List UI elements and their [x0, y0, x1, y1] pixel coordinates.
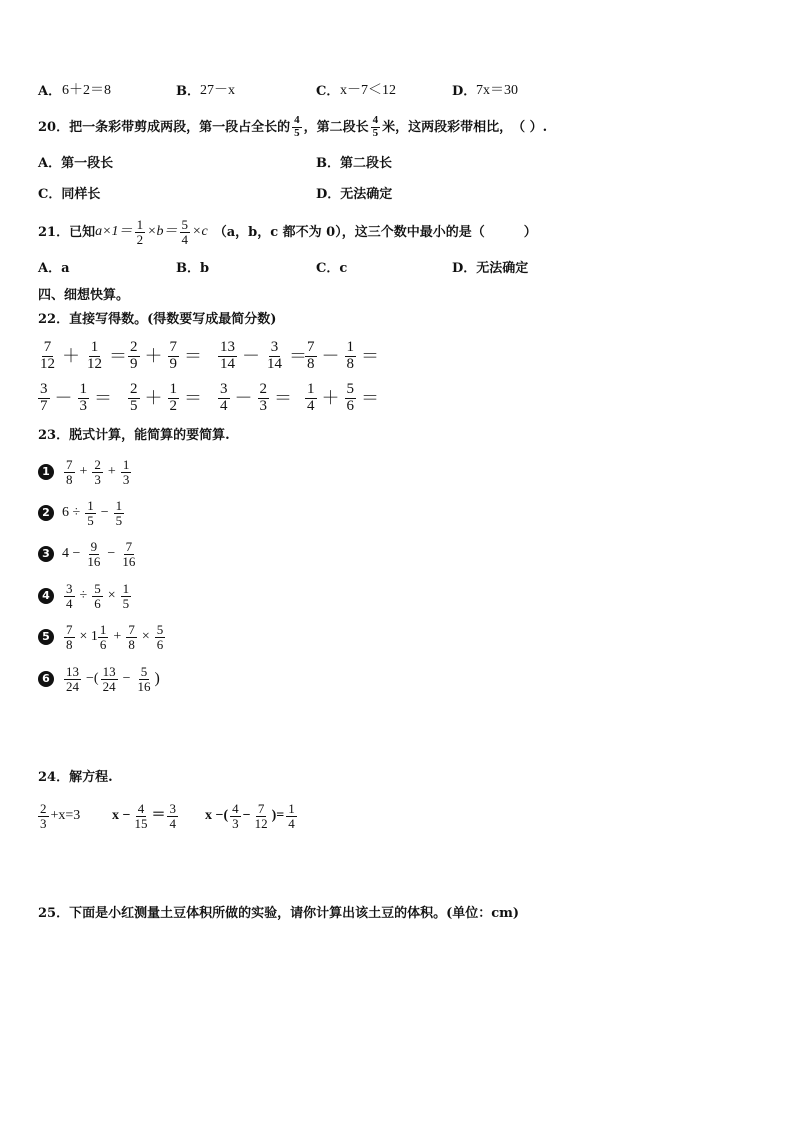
q19-options — [0, 80, 794, 112]
fraction: $\frac{5}{16}$ — [137, 663, 151, 694]
fraction: $\frac{4}{3}$ — [232, 800, 239, 831]
option-b-expr: 27－x — [200, 83, 235, 98]
q23-expression-5 — [38, 621, 167, 653]
fraction: $\frac{2}{3}$ — [259, 380, 267, 414]
fraction: $\frac{1}{6}$ — [99, 621, 107, 652]
fraction: $\frac{3}{7}$ — [40, 380, 48, 414]
lead: x −( — [205, 808, 229, 823]
q24-title: 24．解方程. — [38, 770, 113, 785]
option-c-label: C． — [316, 84, 340, 99]
operator: × — [107, 588, 116, 603]
fraction: $\frac{3}{4}$ — [169, 800, 176, 831]
fraction: $\frac{7}{8}$ — [66, 456, 73, 487]
fraction: $\frac{5}{6}$ — [156, 621, 164, 652]
fraction: $\frac{9}{16}$ — [87, 538, 101, 569]
close-paren: ) — [154, 670, 160, 687]
operator: × 1 — [79, 629, 98, 644]
operator: ＋ — [321, 388, 340, 408]
operator: ＋ — [144, 388, 163, 408]
operator: － — [321, 346, 340, 366]
q20-option-d: D．无法确定 — [316, 187, 393, 202]
fraction: $\frac{3}{4}$ — [220, 380, 228, 414]
lead: x − — [112, 808, 131, 823]
operator: −( — [86, 671, 99, 686]
fraction: $\frac{2}{3}$ — [94, 456, 101, 487]
q23-marker-6: 6 — [38, 671, 54, 687]
lead: 6 ÷ — [62, 505, 81, 520]
q22-item-1 — [38, 337, 130, 375]
operator: + — [107, 464, 116, 479]
operator: － — [242, 346, 260, 366]
q24-equation-1 — [38, 800, 80, 832]
q23-expression-4 — [38, 580, 133, 612]
operator: － — [54, 388, 73, 408]
q21-option-b: B．b — [176, 261, 210, 276]
operator: × — [141, 629, 150, 644]
q21-fraction-2: $\frac{5}{4}$ — [181, 216, 189, 247]
fraction: $\frac{7}{9}$ — [169, 338, 177, 372]
q23-marker-2: 2 — [38, 505, 54, 521]
q20-options-row-2 — [0, 183, 794, 215]
operator: + — [79, 464, 88, 479]
option-c-expr: x－7＜12 — [340, 83, 396, 98]
fraction: $\frac{13}{14}$ — [220, 338, 235, 372]
fraction: $\frac{3}{14}$ — [267, 338, 282, 372]
q22-item-8 — [305, 379, 382, 417]
option-d-label: D． — [452, 84, 477, 99]
q23-marker-4: 4 — [38, 588, 54, 604]
fraction: $\frac{13}{24}$ — [102, 663, 116, 694]
q23-expression-2 — [38, 497, 126, 529]
q21-stem — [38, 215, 537, 249]
lead: 4 − — [62, 546, 81, 561]
option-a-label: A． — [38, 84, 62, 99]
q21-option-a: A．a — [38, 261, 70, 276]
equals: ＝ — [184, 388, 202, 408]
q20-option-c: C．同样长 — [38, 187, 101, 202]
q21-text-b: （a，b，c 都不为 0），这三个数中最小的是（ ） — [213, 224, 537, 240]
q21-fraction-1: $\frac{1}{2}$ — [136, 216, 144, 247]
equation-rest: +x=3 — [50, 808, 81, 823]
operator: − — [100, 505, 109, 520]
q24-equation-3 — [205, 800, 299, 832]
q20-stem — [38, 112, 547, 142]
fraction: $\frac{2}{5}$ — [130, 380, 138, 414]
operator: − — [122, 671, 131, 686]
fraction: $\frac{1}{5}$ — [115, 497, 123, 528]
q21-eq-b: ×b＝ — [147, 224, 178, 239]
q23-marker-5: 5 — [38, 629, 54, 645]
fraction: $\frac{1}{4}$ — [288, 800, 295, 831]
q23-expression-1 — [38, 456, 133, 488]
equals: ＝ — [361, 388, 379, 408]
q21-options — [0, 256, 794, 288]
section-heading: 四、细想快算。 — [38, 288, 130, 303]
q20-text-a: 把一条彩带剪成两段，第一段占全长的 — [69, 119, 291, 135]
q21-option-d: D．无法确定 — [452, 261, 529, 276]
equals: ＝ — [94, 388, 112, 408]
q20-options-row-1 — [0, 152, 794, 184]
fraction: $\frac{1}{8}$ — [346, 338, 354, 372]
q20-fraction-1: $\frac{4}{5}$ — [294, 113, 300, 139]
q20-text-b: ，第二段长 — [303, 119, 369, 135]
fraction: $\frac{1}{5}$ — [87, 497, 94, 528]
operator: ＋ — [62, 346, 80, 366]
q22-item-4 — [305, 337, 382, 375]
equals: ＝ — [109, 346, 127, 366]
operator: + — [113, 629, 122, 644]
option-d-expr: 7x＝30 — [476, 83, 518, 98]
operator: ÷ — [79, 588, 88, 603]
q21-text-a: 已知 — [69, 224, 96, 240]
q23-title: 23．脱式计算，能简算的要简算. — [38, 428, 230, 443]
option-a-expr: 6＋2＝8 — [62, 83, 111, 98]
q25-title: 25．下面是小红测量土豆体积所做的实验，请你计算出该土豆的体积。(单位：cm) — [38, 906, 520, 921]
q20-option-a: A．第一段长 — [38, 156, 114, 171]
equals: ＝ — [151, 808, 166, 823]
q22-item-6 — [128, 379, 205, 417]
fraction: $\frac{3}{4}$ — [66, 580, 73, 611]
q23-marker-1: 1 — [38, 464, 54, 480]
q22-item-5 — [38, 379, 115, 417]
q22-item-2 — [128, 337, 205, 375]
fraction: $\frac{7}{8}$ — [128, 621, 135, 652]
operator: − — [107, 546, 116, 561]
q23-expression-3 — [38, 538, 139, 570]
q20-text-c: 米，这两段彩带相比， （ ）. — [382, 119, 548, 135]
fraction: $\frac{7}{12}$ — [40, 338, 55, 372]
q22-item-3 — [218, 337, 310, 375]
fraction: $\frac{2}{9}$ — [130, 338, 138, 372]
q22-item-7 — [218, 379, 295, 417]
fraction: $\frac{1}{5}$ — [122, 580, 130, 611]
fraction: $\frac{7}{8}$ — [307, 338, 315, 372]
fraction: $\frac{1}{2}$ — [169, 380, 177, 414]
fraction: $\frac{7}{8}$ — [66, 621, 73, 652]
fraction: $\frac{2}{3}$ — [40, 800, 47, 831]
close: )= — [271, 808, 285, 823]
q23-marker-3: 3 — [38, 546, 54, 562]
operator: − — [242, 808, 251, 823]
q20-fraction-2: $\frac{4}{5}$ — [372, 113, 379, 139]
q22-title: 22．直接写得数。(得数要写成最简分数) — [38, 312, 277, 327]
fraction: $\frac{4}{15}$ — [134, 800, 148, 831]
q21-number: 21． — [38, 224, 70, 240]
option-b-label: B． — [176, 84, 200, 99]
q24-equation-2 — [112, 800, 180, 832]
q21-eq-c: ×c — [192, 224, 208, 239]
fraction: $\frac{5}{6}$ — [346, 380, 354, 414]
q21-eq-a: a×1＝ — [95, 224, 133, 239]
fraction: $\frac{13}{24}$ — [66, 663, 79, 694]
equals: ＝ — [289, 346, 307, 366]
equals: ＝ — [274, 388, 292, 408]
q21-option-c: C．c — [316, 261, 348, 276]
fraction: $\frac{1}{3}$ — [122, 456, 130, 487]
equals: ＝ — [184, 346, 202, 366]
fraction: $\frac{7}{16}$ — [122, 538, 136, 569]
fraction: $\frac{1}{4}$ — [307, 380, 315, 414]
operator: － — [234, 388, 253, 408]
fraction: $\frac{1}{3}$ — [79, 380, 87, 414]
fraction: $\frac{1}{12}$ — [87, 338, 102, 372]
equals: ＝ — [361, 346, 379, 366]
q23-expression-6 — [38, 663, 163, 695]
q20-option-b: B．第二段长 — [316, 156, 393, 171]
fraction: $\frac{5}{6}$ — [94, 580, 101, 611]
fraction: $\frac{7}{12}$ — [254, 800, 268, 831]
q20-number: 20． — [38, 119, 70, 135]
operator: ＋ — [144, 346, 163, 366]
